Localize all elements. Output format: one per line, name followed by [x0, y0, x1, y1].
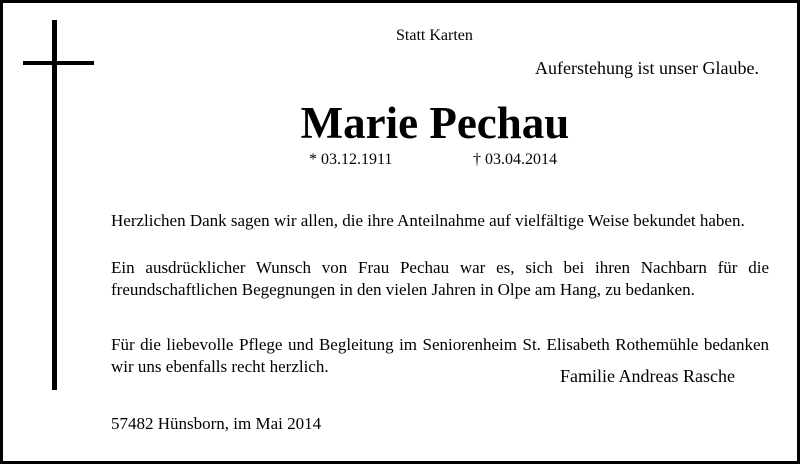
place-date: 57482 Hünsborn, im Mai 2014: [111, 414, 322, 433]
deceased-name: Marie Pechau: [300, 98, 570, 148]
care-home-paragraph: Für die liebevolle Pflege und Begleitung im Seniorenheim St. Elisabeth Rothemühle bedanken wir uns ebenfalls recht herzlich.: [111, 335, 769, 376]
motto: Auferstehung ist unser Glaube.: [535, 58, 759, 78]
thanks-paragraph: Herzlichen Dank sagen wir allen, die ihre Anteilnahme auf vielfältige Weise bekundet haben.: [111, 211, 745, 230]
signature: Familie Andreas Rasche: [560, 366, 735, 386]
neighbors-paragraph: Ein ausdrücklicher Wunsch von Frau Pechau war es, sich bei ihren Nachbarn für die freundschaftlichen Begegnungen in den vielen Jahren in Olpe am Hang, zu bedanken.: [111, 258, 769, 299]
cross-icon-bar: [23, 61, 94, 65]
death-date: † 03.04.2014: [473, 151, 557, 168]
header-note: Statt Karten: [396, 27, 473, 44]
birth-date: * 03.12.1911: [309, 151, 393, 168]
cross-icon: [52, 20, 57, 390]
